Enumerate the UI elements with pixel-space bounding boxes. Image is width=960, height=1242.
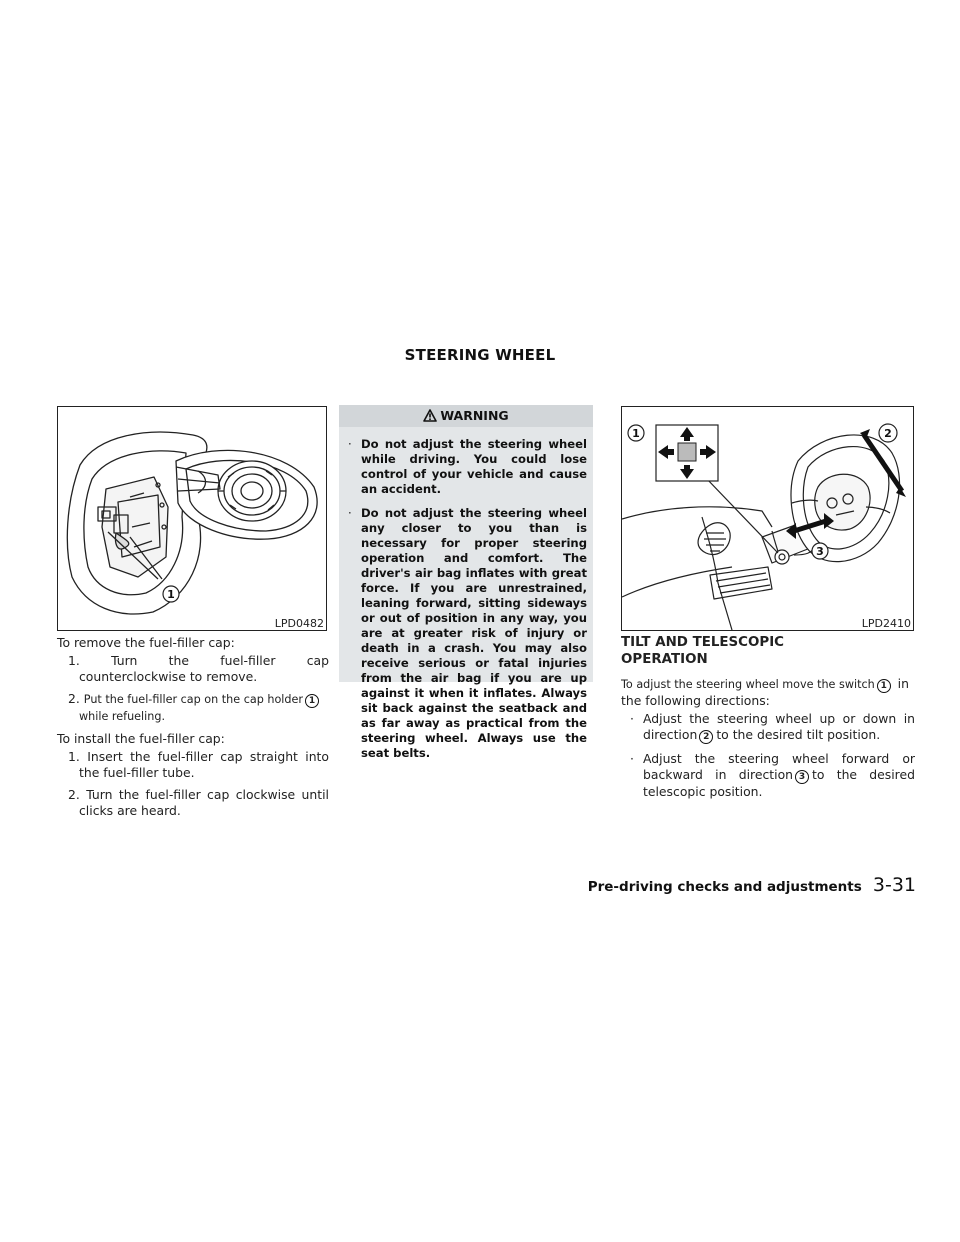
page-footer [588,874,916,896]
callout-1-label: 1 [632,427,640,440]
step-text: Insert the fuel-filler cap straight into the fuel-filler tube. [79,749,329,780]
callout-3-label: 3 [816,545,824,558]
section-heading [621,634,915,668]
callout-ref: 2 [699,730,713,744]
tilt-options [621,711,915,800]
install-steps [57,749,329,819]
remove-steps [57,653,329,725]
callout-1-label: 1 [167,588,175,601]
option-text: Adjust the steering wheel forward or backward in direction [643,751,915,782]
list-item [57,787,329,819]
remove-intro: To remove the fuel-filler cap: [57,635,235,650]
warning-box [339,405,593,760]
fuel-filler-cap-illustration [58,407,326,630]
warning-text: Do not adjust the steering wheel while driving. You could lose control of your vehicle and cause an accident. [361,437,587,496]
step-text: while refueling. [79,710,166,723]
list-item [57,653,329,685]
step-number: 1. [68,749,80,764]
tilt-telescopic-section [621,634,915,807]
callout-2-label: 2 [884,427,892,440]
warning-triangle-icon [423,409,437,422]
list-item: · Do not adjust the steering wheel any closer to you than is necessary for proper steering operation and comfort. The driver's air bag inflates with great force. If you are unrestrained, leaning forward, sitting sideways or out of position in any way, you are at greater risk of injury or death in a crash. You may also receive serious or fatal injuries from the air bag if you are up against it when it inflates. Always sit back against the seatback and as far away as practical from the steering wheel. Always use the seat belts. [348,506,587,760]
step-number: 1. [68,653,80,668]
list-item [57,691,329,725]
section-title: STEERING WHEEL [404,346,556,364]
list-item: · Do not adjust the steering wheel while driving. You could lose control of your vehicle and cause an accident. [348,437,587,496]
figure-code: LPD0482 [274,617,324,630]
steering-wheel-illustration [622,407,913,630]
option-text: Adjust the steering wheel up or down in direction [643,711,915,742]
option-text: to the desired telescopic position. [643,767,915,799]
warning-list [339,427,593,761]
step-text: Turn the fuel-filler cap clockwise until clicks are heard. [79,787,329,818]
steering-wheel-figure [621,406,914,631]
warning-title: WARNING [440,408,509,423]
option-text: to the desired tilt position. [716,727,881,742]
intro-text: in the following directions: [621,676,909,708]
figure-code: LPD2410 [861,617,911,630]
callout-ref: 3 [795,770,809,784]
step-number: 2. [68,691,80,706]
intro-text: To adjust the steering wheel move the switch [621,678,875,691]
step-number: 2. [68,787,80,802]
warning-text: Do not adjust the steering wheel any closer to you than is necessary for proper steering operation and comfort. The driver's air bag inflates with great force. If you are unrestrained, leaning forward, sitting sideways or out of position in any way, you are at greater risk of injury or death in a crash. You may also receive serious or fatal injuries from the air bag if you are up against it when it inflates. Always sit back against the seatback and as far away as practical from the steering wheel. Always use the seat belts. [361,506,587,760]
step-text: Put the fuel-filler cap on the cap holder [83,693,304,706]
footer-section-name: Pre-driving checks and adjustments [587,879,862,895]
heading-line-2: OPERATION [621,652,708,667]
page-number: 3-31 [872,874,916,896]
tilt-intro [621,676,915,709]
heading-line-1: TILT AND TELESCOPIC [621,635,785,650]
install-intro: To install the fuel-filler cap: [57,731,225,746]
fuel-filler-cap-figure [57,406,327,631]
remove-instructions [57,635,329,825]
step-text: Turn the fuel-filler cap counterclockwise to remove. [79,653,329,684]
callout-ref: 1 [305,694,319,708]
warning-header [339,405,593,427]
list-item: · Adjust the steering wheel forward or backward in direction 3 to the desired telescopic position. [630,751,915,799]
list-item [57,749,329,781]
callout-ref: 1 [877,679,891,693]
list-item: · Adjust the steering wheel up or down in direction 2 to the desired tilt position. [630,711,915,742]
